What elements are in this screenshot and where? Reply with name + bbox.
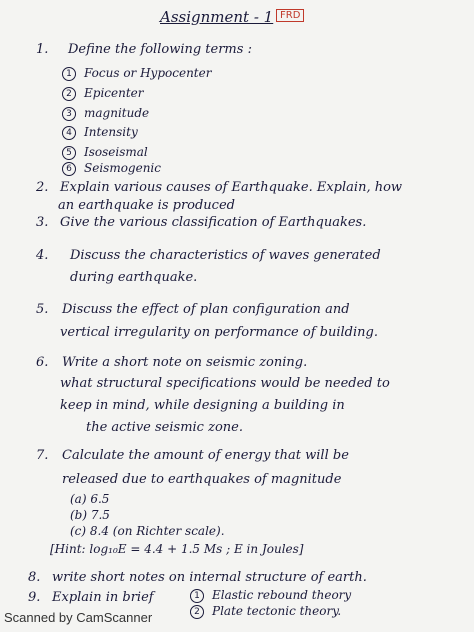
- q7-line-1: Calculate the amount of energy that will be: [62, 448, 349, 463]
- q5-line-2: vertical irregularity on performance of building.: [60, 325, 378, 340]
- q9-line-1: Explain in brief: [52, 590, 154, 605]
- page-title: Assignment - 1: [160, 8, 274, 26]
- q7-line-2: released due to earthquakes of magnitude: [62, 472, 342, 487]
- scanner-watermark: Scanned by CamScanner: [4, 610, 153, 625]
- q7-option-a: (a) 6.5: [70, 492, 110, 506]
- q7-option-c: (c) 8.4 (on Richter scale).: [70, 524, 225, 538]
- q3-line-1: Give the various classification of Earthquakes.: [60, 215, 367, 230]
- q3-number: 3.: [36, 215, 49, 230]
- frd-tag: FRD: [276, 9, 304, 22]
- q1-number: 1.: [36, 42, 49, 57]
- q1-item-1: 1 Focus or Hypocenter: [62, 66, 211, 81]
- q1-item-5: 5 Isoseismal: [62, 145, 148, 160]
- q7-hint: [Hint: log₁₀E = 4.4 + 1.5 Ms ; E in Joules]: [50, 542, 304, 556]
- q6-line-4: the active seismic zone.: [86, 420, 243, 435]
- q9-number: 9.: [28, 590, 41, 605]
- q1-item-4: 4 Intensity: [62, 125, 138, 140]
- q7-number: 7.: [36, 448, 49, 463]
- q4-line-1: Discuss the characteristics of waves generated: [70, 248, 381, 263]
- q1-item-3: 3 magnitude: [62, 106, 149, 121]
- q6-number: 6.: [36, 355, 49, 370]
- q9-item-1: 1 Elastic rebound theory: [190, 588, 351, 603]
- q8-line-1: write short notes on internal structure of earth.: [52, 570, 367, 585]
- q6-line-3: keep in mind, while designing a building in: [60, 398, 345, 413]
- q1-item-6: 6 Seismogenic: [62, 161, 161, 176]
- q4-line-2: during earthquake.: [70, 270, 198, 285]
- q2-line-1: Explain various causes of Earthquake. Explain, how: [60, 180, 403, 195]
- q6-line-2: what structural specifications would be needed to: [60, 376, 390, 391]
- q1-text: Define the following terms :: [68, 42, 252, 57]
- q2-number: 2.: [36, 180, 49, 195]
- q2-line-2: an earthquake is produced: [58, 198, 235, 213]
- q6-line-1: Write a short note on seismic zoning.: [62, 355, 308, 370]
- q8-number: 8.: [28, 570, 41, 585]
- q5-number: 5.: [36, 302, 49, 317]
- q4-number: 4.: [36, 248, 49, 263]
- q9-item-2: 2 Plate tectonic theory.: [190, 604, 341, 619]
- q1-item-2: 2 Epicenter: [62, 86, 144, 101]
- q7-option-b: (b) 7.5: [70, 508, 110, 522]
- q5-line-1: Discuss the effect of plan configuration and: [62, 302, 350, 317]
